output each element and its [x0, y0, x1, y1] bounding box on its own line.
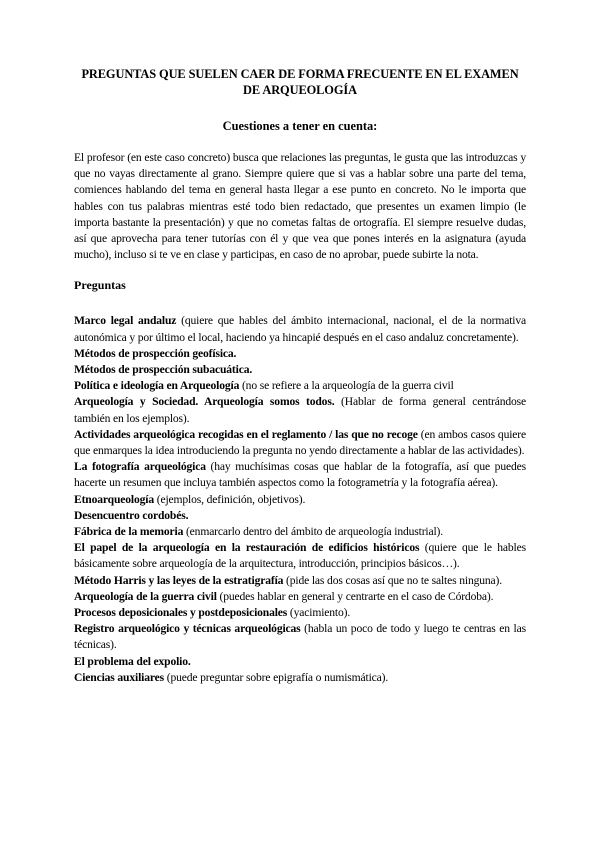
question-list	[74, 313, 526, 686]
document-content	[74, 66, 526, 686]
question-item	[74, 573, 526, 589]
document-subtitle: Cuestiones a tener en cuenta:	[222, 119, 378, 133]
question-note: (hay muchísimas cosas que hablar de la fotografía, así que puedes hacerte un resumen que incluya también aspectos como la fotogrametría y la fotografía aérea).	[74, 460, 526, 490]
question-note: (quiere que hables del ámbito internacional, nacional, el de la normativa autonómica y por último el local, haciendo ya hincapié después en el caso andaluz concretamente).	[74, 314, 526, 344]
question-note: (puede preguntar sobre epigrafía o numismática).	[164, 670, 389, 684]
question-item	[74, 346, 526, 362]
question-title: Desencuentro cordobés.	[74, 508, 189, 522]
question-item	[74, 427, 526, 459]
document-title: PREGUNTAS QUE SUELEN CAER DE FORMA FRECUENTE EN EL EXAMEN DE ARQUEOLOGÍA	[81, 67, 519, 97]
question-title: Métodos de prospección geofísica.	[74, 346, 237, 360]
question-item	[74, 508, 526, 524]
question-title: El papel de la arqueología en la restauración de edificios históricos	[74, 541, 420, 555]
question-item	[74, 589, 526, 605]
question-note: (no se refiere a la arqueología de la guerra civil	[239, 379, 454, 393]
question-note: (enmarcarlo dentro del ámbito de arqueología industrial).	[183, 525, 444, 539]
question-item	[74, 459, 526, 491]
question-title: Ciencias auxiliares	[74, 670, 165, 684]
question-title: El problema del expolio.	[74, 654, 191, 668]
question-note: (yacimiento).	[287, 606, 351, 620]
question-item	[74, 524, 526, 540]
section-heading: Preguntas	[74, 278, 126, 293]
question-item	[74, 605, 526, 621]
question-title: Actividades arqueológica recogidas en el reglamento / las que no recoge	[74, 427, 418, 441]
question-item	[74, 540, 526, 572]
question-title: Política e ideología en Arqueología	[74, 379, 240, 393]
question-note: (pide las dos cosas así que no te saltes ninguna).	[283, 573, 502, 587]
question-item	[74, 492, 526, 508]
question-item	[74, 313, 526, 345]
question-item	[74, 621, 526, 653]
question-title: Registro arqueológico y técnicas arqueológicas	[74, 622, 301, 636]
question-title: Arqueología y Sociedad. Arqueología somos todos.	[74, 395, 335, 409]
question-note: (habla un poco de todo y luego te centras en las técnicas).	[74, 622, 526, 652]
question-title: Métodos de prospección subacuática.	[74, 363, 253, 377]
question-note: (puedes hablar en general y centrarte en el caso de Córdoba).	[216, 589, 494, 603]
question-title: Etnoarqueología	[74, 492, 154, 506]
question-note: (en ambos casos quiere que enmarques la idea introduciendo la pregunta no yendo directamente a hablar de las actividades).	[74, 427, 526, 458]
question-item	[74, 670, 526, 686]
question-title: Marco legal andaluz	[74, 314, 177, 328]
question-item	[74, 362, 526, 378]
question-item	[74, 394, 526, 426]
question-item	[74, 654, 526, 670]
question-title: Método Harris y las leyes de la estratigrafía	[74, 573, 284, 587]
question-note: (Hablar de forma general centrándose también en los ejemplos).	[74, 395, 526, 425]
intro-paragraph: El profesor (en este caso concreto) busca que relaciones las preguntas, le gusta que las introduzcas y que no vayas directamente al grano. Siempre quiere que si vas a hablar sobre una parte del tema, comiences hablando del tema en general hasta llegar a ese punto en concreto. No le importa que hables con tus palabras mientras esté todo bien redactado, que presentes un examen limpio (le importa bastante la presentación) y que no cometas faltas de ortografía. El siempre resuelve dudas, así que aprovecha para tener tutorías con él y que vea que pones interés en la asignatura (ayuda mucho), incluso si te ve en clase y participas, en caso de no aprobar, puede subirte la nota.	[74, 151, 526, 262]
question-title: La fotografía arqueológica	[74, 460, 206, 474]
question-item	[74, 378, 526, 394]
question-title: Arqueología de la guerra civil	[74, 589, 217, 603]
question-title: Fábrica de la memoria	[74, 525, 184, 539]
question-title: Procesos deposicionales y postdeposicionales	[74, 606, 288, 620]
question-note: (ejemplos, definición, objetivos).	[154, 492, 306, 506]
question-note: (quiere que le hables básicamente sobre arqueología de la arquitectura, introducción, principios básicos…).	[74, 541, 526, 571]
